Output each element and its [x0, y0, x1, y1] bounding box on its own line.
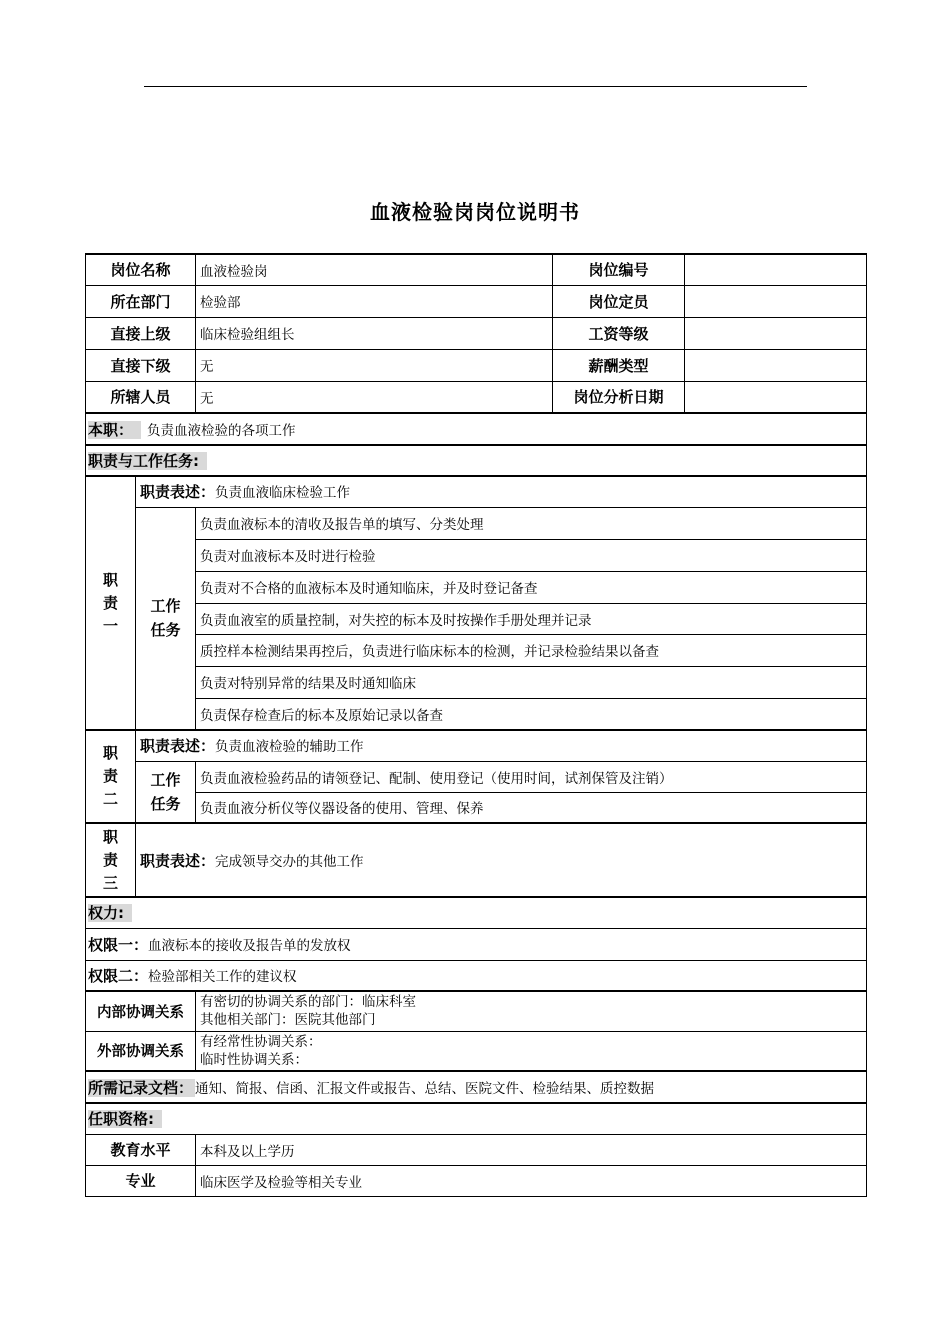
authority-label: 权限二： [88, 966, 149, 985]
duty-2-desc-row [86, 730, 867, 761]
task-item: 负责血液检验药品的请领登记、配制、使用登记（使用时间，试剂保管及注销） [196, 761, 867, 792]
duty-desc-label: 职责表述： [140, 483, 216, 502]
task-row [86, 507, 867, 539]
authority-row [86, 960, 867, 991]
duty-1-label: 职 责 一 [86, 476, 136, 730]
field-value: 无 [196, 349, 553, 381]
header-rule [144, 86, 807, 87]
records-label: 所需记录文档： [88, 1078, 194, 1097]
qualifications-header-row [86, 1103, 867, 1134]
authority-row [86, 928, 867, 960]
duty-desc-label: 职责表述： [140, 851, 216, 870]
field-label: 薪酬类型 [553, 349, 685, 381]
records-text: 通知、简报、信函、汇报文件或报告、总结、医院文件、检验结果、质控数据 [195, 1080, 655, 1097]
basic-info-row [86, 285, 867, 317]
task-row [86, 603, 867, 634]
task-label: 工作 任务 [136, 507, 196, 730]
task-item: 质控样本检测结果再控后，负责进行临床标本的检测，并记录检验结果以备查 [196, 634, 867, 666]
field-value: 无 [196, 381, 553, 413]
duty-desc-text: 负责血液检验的辅助工作 [215, 739, 364, 756]
main-duty-row [86, 413, 867, 445]
field-label: 岗位分析日期 [553, 381, 685, 413]
duties-header: 职责与工作任务: [88, 452, 207, 470]
field-value [685, 381, 867, 413]
document-title: 血液检验岗岗位说明书 [370, 200, 580, 224]
field-value: 血液检验岗 [196, 254, 553, 285]
field-value [685, 349, 867, 381]
qualification-value: 本科及以上学历 [196, 1134, 867, 1165]
field-label: 直接上级 [86, 317, 196, 349]
main-duty-label: 本职： [88, 421, 141, 439]
field-value [685, 285, 867, 317]
task-row [86, 761, 867, 792]
field-label: 所辖人员 [86, 381, 196, 413]
qualification-label: 教育水平 [86, 1134, 196, 1165]
duty-desc-label: 职责表述： [140, 737, 216, 756]
task-row [86, 571, 867, 603]
task-item: 负责对特别异常的结果及时通知临床 [196, 666, 867, 698]
field-label: 岗位编号 [553, 254, 685, 285]
task-item: 负责血液分析仪等仪器设备的使用、管理、保养 [196, 792, 867, 823]
field-value: 检验部 [196, 285, 553, 317]
basic-info-row [86, 254, 867, 285]
field-label: 所在部门 [86, 285, 196, 317]
field-label: 岗位名称 [86, 254, 196, 285]
records-row [86, 1071, 867, 1103]
field-label: 直接下级 [86, 349, 196, 381]
field-value [685, 254, 867, 285]
relation-label: 外部协调关系 [86, 1031, 196, 1071]
field-value: 临床检验组组长 [196, 317, 553, 349]
duty-2-label: 职 责 二 [86, 730, 136, 823]
task-item: 负责保存检查后的标本及原始记录以备查 [196, 698, 867, 730]
duty-1-desc-row [86, 476, 867, 507]
authority-text: 检验部相关工作的建议权 [148, 968, 297, 985]
task-item: 负责血液室的质量控制，对失控的标本及时按操作手册处理并记录 [196, 603, 867, 634]
authority-text: 血液标本的接收及报告单的发放权 [148, 937, 351, 954]
qualification-row [86, 1165, 867, 1196]
field-label: 岗位定员 [553, 285, 685, 317]
basic-info-row [86, 317, 867, 349]
qualifications-header: 任职资格: [88, 1110, 162, 1128]
duty-3-label: 职 责 三 [86, 823, 136, 897]
basic-info-row [86, 349, 867, 381]
task-label: 工作 任务 [136, 761, 196, 823]
relation-lines: 有密切的协调关系的部门：临床科室 其他相关部门：医院其他部门 [196, 991, 867, 1031]
relation-lines: 有经常性协调关系： 临时性协调关系： [196, 1031, 867, 1071]
task-row [86, 698, 867, 730]
task-item: 负责对血液标本及时进行检验 [196, 539, 867, 571]
authority-header: 权力: [88, 904, 132, 922]
qualification-value: 临床医学及检验等相关专业 [196, 1165, 867, 1196]
authority-label: 权限一： [88, 935, 149, 954]
duty-desc-text: 完成领导交办的其他工作 [215, 853, 364, 870]
duty-3-row [86, 823, 867, 897]
relation-row [86, 1031, 867, 1071]
task-item: 负责对不合格的血液标本及时通知临床，并及时登记备查 [196, 571, 867, 603]
job-description-table [85, 253, 867, 1197]
duty-desc-text: 负责血液临床检验工作 [215, 485, 351, 502]
task-row [86, 634, 867, 666]
qualification-label: 专业 [86, 1165, 196, 1196]
field-label: 工资等级 [553, 317, 685, 349]
basic-info-row [86, 381, 867, 413]
duties-header-row [86, 445, 867, 476]
relation-row [86, 991, 867, 1031]
task-row [86, 666, 867, 698]
main-duty-text: 负责血液检验的各项工作 [147, 422, 296, 439]
task-item: 负责血液标本的清收及报告单的填写、分类处理 [196, 507, 867, 539]
qualification-row [86, 1134, 867, 1165]
authority-header-row [86, 897, 867, 928]
task-row [86, 792, 867, 823]
relation-label: 内部协调关系 [86, 991, 196, 1031]
task-row [86, 539, 867, 571]
field-value [685, 317, 867, 349]
